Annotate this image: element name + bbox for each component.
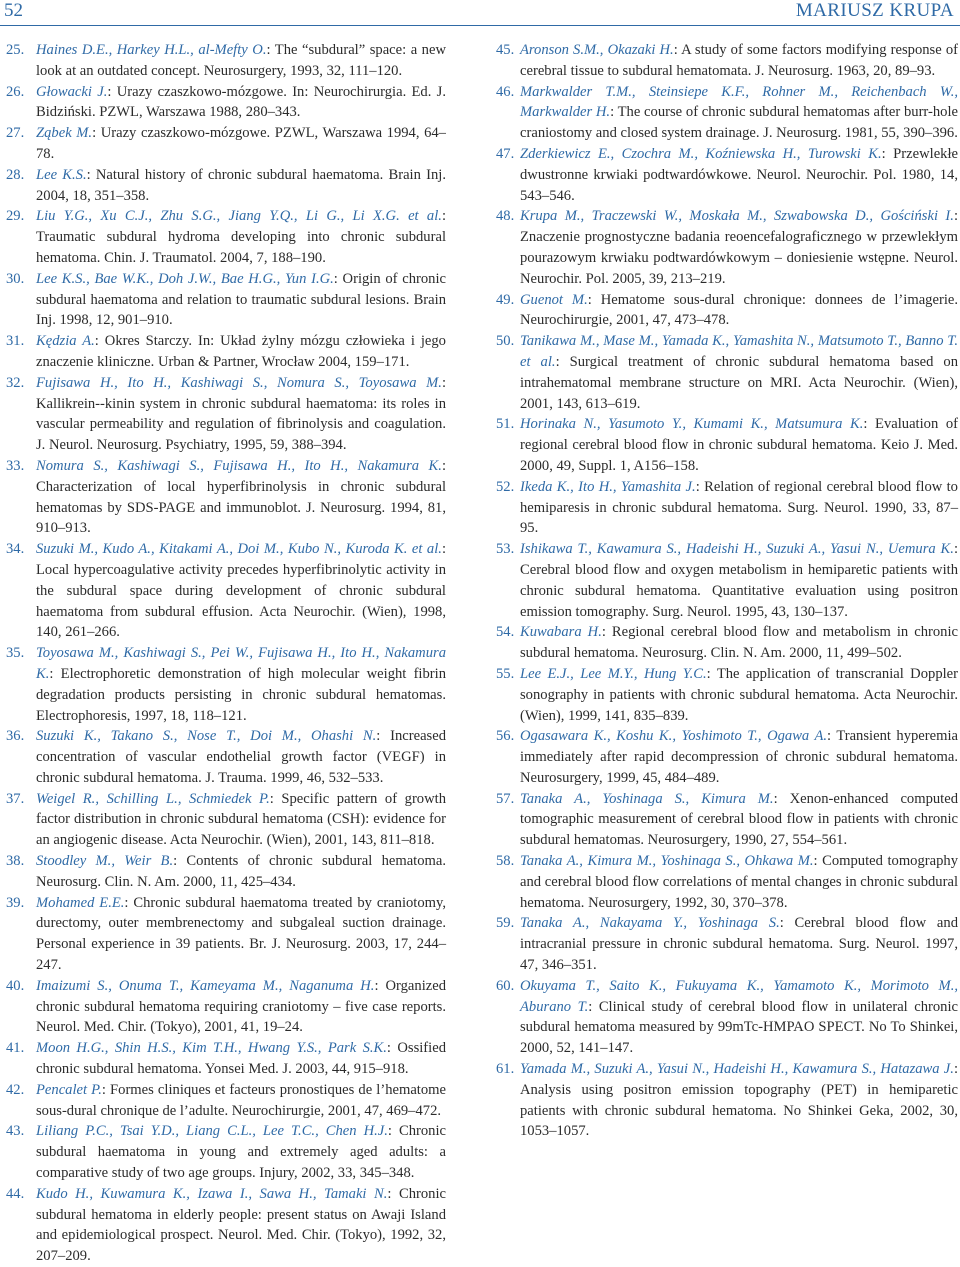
reference-authors: Guenot M. [520, 291, 588, 308]
reference-text: : Chronic subdural haematoma in young and extremely aged adults: a comparative study of two age groups. Injury, 2002, 33, 345–348. [36, 1123, 446, 1182]
reference-authors: Kuwabara H. [520, 624, 602, 641]
reference-text: : Analysis using positron emission topography (PET) in hemiparetic patients with chronic subdural hematoma. No Shinkei Geka, 2002, 30, 1053–1057. [520, 1061, 958, 1140]
reference-authors: Fujisawa H., Ito H., Kashiwagi S., Nomura S., Toyosawa M. [36, 374, 442, 391]
reference-text: : Urazy czaszkowo-mózgowe. In: Neurochirurgia. Ed. J. Bidziński. PZWL, Warszawa 1988, 280–343. [36, 83, 446, 121]
reference-text: : A study of some factors modifying response of cerebral tissue to subdural hematomata. J. Neurosurg. 1963, 20, 89–93. [520, 42, 958, 79]
reference-item [6, 1184, 446, 1267]
reference-number: 42. [6, 1081, 25, 1098]
reference-authors: Tanikawa M., Mase M., Yamada K., Yamashita N., Matsumoto T., Banno T. et al. [520, 333, 958, 370]
reference-authors: Suzuki K., Takano S., Nose T., Doi M., Ohashi N. [36, 728, 377, 745]
reference-text: : The “subdural” space: a new look at an outdated concept. Neurosurgery, 1993, 32, 111–120. [36, 42, 446, 79]
reference-authors: Krupa M., Traczewski W., Moskała M., Szwabowska D., Gościński I. [520, 208, 954, 225]
reference-item [496, 664, 958, 726]
reference-item [496, 539, 958, 622]
reference-authors: Stoodley M., Weir B. [36, 853, 174, 870]
reference-text: : Regional cerebral blood flow and metabolism in chronic subdural hematoma. Neurosurg. Clin. N. Am. 2000, 11, 499–502. [520, 624, 958, 662]
reference-text: : Organized chronic subdural hematoma requiring craniotomy – five case reports. Neurol. Med. Chir. (Tokyo), 2001, 41, 19–24. [36, 977, 447, 1036]
reference-text: : Znaczenie prognostyczne badania reoencefalograficznego w przewlekłym pourazowym krwiaku podtwardówkowym – doniesienie wstępne. Neurol. Neurochir. Pol. 2005, 39, 213–219. [520, 208, 958, 287]
reference-text: : Formes cliniques et facteurs pronostiques de l’hematome sous-dural chronique de l’adulte. Neurochirurgie, 2001, 47, 469–472. [36, 1081, 446, 1119]
reference-number: 39. [6, 894, 25, 911]
reference-text: : Electrophoretic demonstration of high molecular weight fibrin degradation products persisting in chronic subdural hematomas. Electrophoresis, 1997, 18, 118–121. [36, 665, 446, 724]
reference-number: 40. [6, 977, 25, 994]
reference-number: 27. [6, 125, 25, 142]
reference-number: 45. [496, 42, 515, 58]
reference-item [6, 373, 446, 456]
reference-item [6, 1080, 446, 1122]
reference-text: : Przewlekłe dwustronne krwiaki podtwardówkowe. Neurol. Neurochir. Pol. 1980, 14, 543–546. [520, 145, 958, 204]
reference-text: : Computed tomography and cerebral blood flow correlations of mental changes in chronic subdural hematoma. Neurosurgery, 1992, 30, 370–378. [520, 853, 958, 911]
reference-authors: Suzuki M., Kudo A., Kitakami A., Doi M., Kubo N., Kuroda K. et al. [36, 541, 442, 558]
reference-item [6, 40, 446, 82]
reference-number: 61. [496, 1061, 515, 1078]
reference-item [496, 144, 958, 206]
reference-item [496, 40, 958, 82]
reference-number: 59. [496, 915, 515, 932]
reference-text: : Characterization of local hyperfibrinolysis in chronic subdural hematomas by SDS-PAGE and immunoblot. J. Neurosurg. 1994, 81, 910–913. [36, 457, 446, 537]
reference-item [496, 206, 958, 289]
reference-item [6, 331, 446, 373]
reference-text: : Evaluation of regional cerebral blood flow in chronic subdural hematoma. Keio J. Med. 2000, 49, Suppl. 1, A156–158. [520, 416, 958, 474]
reference-authors: Mohamed E.E. [36, 894, 125, 911]
reference-number: 38. [6, 853, 25, 870]
reference-text: : Traumatic subdural hydroma developing into chronic subdural hematoma. Chin. J. Traumatol. 2004, 7, 188–190. [36, 208, 446, 266]
reference-item [6, 1121, 446, 1183]
reference-number: 51. [496, 416, 515, 433]
reference-text: : Transient hyperemia immediately after rapid decompression of chronic subdural hematoma. Neurosurgery, 1999, 45, 484–489. [520, 728, 958, 786]
reference-number: 58. [496, 853, 515, 870]
reference-column-right [496, 40, 958, 1142]
reference-item [496, 290, 958, 332]
running-header [0, 0, 960, 30]
reference-text: : Cerebral blood flow and intracranial pressure in chronic subdural hematoma. Surg. Neurol. 1997, 47, 346–351. [520, 915, 959, 974]
reference-authors: Horinaka N., Yasumoto Y., Kumami K., Matsumura K. [520, 416, 864, 433]
reference-item [496, 976, 958, 1059]
reference-item [6, 82, 446, 124]
reference-text: : Hematome sous-dural chronique: donnees de l’imagerie. Neurochirurgie, 2001, 47, 473–478. [520, 291, 958, 329]
reference-number: 53. [496, 541, 515, 558]
reference-text: : Natural history of chronic subdural haematoma. Brain Inj. 2004, 18, 351–358. [36, 166, 446, 204]
reference-authors: Lee K.S. [36, 166, 87, 183]
reference-number: 60. [496, 977, 515, 994]
header-rule [0, 25, 960, 26]
reference-item [6, 165, 446, 207]
reference-number: 28. [6, 166, 25, 183]
reference-number: 30. [6, 270, 25, 287]
reference-authors: Liliang P.C., Tsai Y.D., Liang C.L., Lee T.C., Chen H.J. [36, 1123, 388, 1140]
reference-authors: Ishikawa T., Kawamura S., Hadeishi H., Suzuki A., Yasui N., Uemura K. [520, 541, 954, 558]
reference-number: 48. [496, 208, 515, 225]
reference-text: : Increased concentration of vascular endothelial growth factor (VEGF) in chronic subdural hematoma. J. Trauma. 1999, 46, 532–533. [36, 728, 446, 786]
reference-item [496, 82, 958, 144]
reference-item [6, 539, 446, 643]
reference-item [6, 456, 446, 539]
reference-authors: Lee E.J., Lee M.Y., Hung Y.C. [520, 665, 707, 682]
reference-authors: Imaizumi S., Onuma T., Kameyama M., Naganuma H. [36, 977, 375, 994]
reference-authors: Tanaka A., Yoshinaga S., Kimura M. [520, 790, 774, 807]
reference-number: 32. [6, 374, 25, 391]
reference-text: : The course of chronic subdural hematomas after burr-hole craniostomy and closed system drainage. J. Neurosurg. 1981, 55, 390–396. [520, 104, 958, 142]
reference-number: 47. [496, 145, 515, 162]
reference-authors: Lee K.S., Bae W.K., Doh J.W., Bae H.G., Yun I.G. [36, 270, 334, 287]
reference-text: : Xenon-enhanced computed tomographic measurement of cerebral blood flow in patients with chronic subdural hematomas. Neurosurgery, 1990, 27, 554–561. [520, 790, 959, 849]
reference-authors: Okuyama T., Saito K., Fukuyama K., Yamamoto K., Morimoto M., Aburano T. [520, 977, 958, 1015]
reference-text: : Ossified chronic subdural hematoma. Yonsei Med. J. 2003, 44, 915–918. [36, 1040, 446, 1078]
reference-number: 37. [6, 790, 25, 807]
reference-text: : Specific pattern of growth factor distribution in chronic subdural hematoma (CSH): evidence for an angiogenic disease. Acta Neurochir. (Wien), 2001, 143, 811–818. [36, 790, 446, 849]
reference-authors: Kudo H., Kuwamura K., Izawa I., Sawa H., Tamaki N. [36, 1185, 388, 1202]
reference-item [496, 726, 958, 788]
reference-number: 54. [496, 624, 515, 641]
reference-text: : Kallikrein--kinin system in chronic subdural haematoma: its roles in vascular permeability and regulation of fibrinolysis and coagulation. J. Neurol. Neurosurg. Psychiatry, 1995, 59, 388–394. [36, 374, 446, 454]
reference-authors: Ikeda K., Ito H., Yamashita J. [520, 478, 696, 495]
reference-item [6, 206, 446, 268]
reference-text: : Cerebral blood flow and oxygen metabolism in hemiparetic patients with chronic subdural hematoma. Quantitative evaluation using positron emission tomography. Surg. Neurol. 1995, 43, 130–137. [520, 541, 958, 620]
reference-authors: Pencalet P. [36, 1081, 102, 1098]
reference-authors: Toyosawa M., Kashiwagi S., Pei W., Fujisawa H., Ito H., Nakamura K. [36, 645, 446, 682]
reference-text: : Surgical treatment of chronic subdural hematoma based on intrahematomal membrane structure on MRI. Acta Neurochir. (Wien), 2001, 143, 613–619. [520, 353, 959, 412]
reference-authors: Nomura S., Kashiwagi S., Fujisawa H., Ito H., Nakamura K. [36, 457, 442, 474]
reference-text: : Relation of regional cerebral blood flow to hemiparesis in chronic subdural hematoma. Surg. Neurol. 1990, 33, 87–95. [520, 478, 958, 537]
reference-item [6, 789, 446, 851]
reference-text: : Okres Starczy. In: Układ żylny mózgu człowieka i jego znaczenie kliniczne. Urban & Partner, Wrocław 2004, 159–171. [36, 333, 446, 370]
reference-number: 35. [6, 645, 25, 662]
reference-item [496, 622, 958, 664]
reference-item [6, 643, 446, 726]
reference-authors: Ogasawara K., Koshu K., Yoshimoto T., Ogawa A. [520, 728, 828, 745]
reference-authors: Głowacki J. [36, 83, 108, 100]
page-number: 52 [4, 0, 23, 21]
reference-authors: Yamada M., Suzuki A., Yasui N., Hadeishi H., Kawamura S., Hatazawa J. [520, 1061, 954, 1078]
reference-item [6, 123, 446, 165]
reference-number: 52. [496, 478, 515, 495]
reference-item [6, 1038, 446, 1080]
reference-text: : Chronic subdural hematoma in elderly people: present status on Awaji Island and epidemiological prospect. Neurol. Med. Chir. (Tokyo), 1992, 32, 207–209. [36, 1185, 446, 1265]
reference-item [496, 789, 958, 851]
reference-number: 25. [6, 42, 25, 58]
reference-number: 43. [6, 1123, 25, 1140]
reference-item [6, 893, 446, 976]
reference-number: 49. [496, 291, 515, 308]
reference-text: : Origin of chronic subdural haematoma and relation to traumatic subdural lesions. Brain Inj. 1998, 12, 901–910. [36, 270, 446, 329]
reference-number: 56. [496, 728, 515, 745]
reference-text: : The application of transcranial Doppler sonography in patients with chronic subdural hematoma. Acta Neurochir. (Wien), 1999, 141, 835–839. [520, 665, 959, 724]
reference-authors: Haines D.E., Harkey H.L., al-Mefty O. [36, 42, 267, 58]
reference-text: : Contents of chronic subdural hematoma. Neurosurg. Clin. N. Am. 2000, 11, 425–434. [36, 853, 446, 890]
reference-item [496, 1059, 958, 1142]
reference-number: 41. [6, 1040, 25, 1057]
reference-item [6, 269, 446, 331]
reference-number: 33. [6, 457, 25, 474]
reference-item [496, 851, 958, 913]
reference-item [6, 976, 446, 1038]
reference-number: 29. [6, 208, 25, 225]
reference-authors: Kędzia A. [36, 333, 95, 350]
reference-text: : Local hypercoagulative activity precedes hyperfibrinolytic activity in the subdural space during development of chronic subdural haematoma from subdural effusion. Acta Neurochir. (Wien), 1998, 140, 261–266. [36, 541, 446, 641]
reference-authors: Liu Y.G., Xu C.J., Zhu S.G., Jiang Y.Q., Li G., Li X.G. et al. [36, 208, 442, 225]
reference-number: 26. [6, 83, 25, 100]
reference-number: 50. [496, 333, 515, 350]
reference-number: 36. [6, 728, 25, 745]
reference-text: : Urazy czaszkowo-mózgowe. PZWL, Warszawa 1994, 64–78. [36, 125, 446, 162]
running-head-author: MARIUSZ KRUPA [795, 0, 954, 21]
reference-authors: Moon H.G., Shin H.S., Kim T.H., Hwang Y.S., Park S.K. [36, 1040, 387, 1057]
reference-number: 46. [496, 83, 515, 100]
reference-authors: Tanaka A., Nakayama Y., Yoshinaga S. [520, 915, 780, 932]
reference-item [496, 414, 958, 476]
reference-number: 34. [6, 541, 25, 558]
reference-authors: Markwalder T.M., Steinsiepe K.F., Rohner M., Reichenbach W., Markwalder H. [520, 83, 958, 121]
reference-authors: Aronson S.M., Okazaki H. [520, 42, 674, 58]
reference-item [496, 913, 958, 975]
reference-number: 44. [6, 1185, 25, 1202]
reference-authors: Ząbek M. [36, 125, 93, 142]
reference-item [6, 851, 446, 893]
reference-item [496, 331, 958, 414]
reference-authors: Zderkiewicz E., Czochra M., Koźniewska H., Turowski K. [520, 145, 882, 162]
reference-authors: Tanaka A., Kimura M., Yoshinaga S., Ohkawa M. [520, 853, 814, 870]
reference-text: : Clinical study of cerebral blood flow in unilateral chronic subdural hematoma measured by 99mTc-HMPAO SPECT. No To Shinkei, 2000, 52, 141–147. [520, 998, 958, 1057]
reference-item [6, 726, 446, 788]
reference-column-left [6, 40, 446, 1267]
reference-number: 55. [496, 665, 515, 682]
reference-authors: Weigel R., Schilling L., Schmiedek P. [36, 790, 270, 807]
reference-number: 31. [6, 333, 25, 350]
reference-item [496, 477, 958, 539]
reference-text: : Chronic subdural haematoma treated by craniotomy, durectomy, outer membrenectomy and subgaleal suction drainage. Personal experience in 39 patients. Br. J. Neurosurg. 2003, 17, 244–247. [36, 894, 447, 974]
reference-number: 57. [496, 790, 515, 807]
